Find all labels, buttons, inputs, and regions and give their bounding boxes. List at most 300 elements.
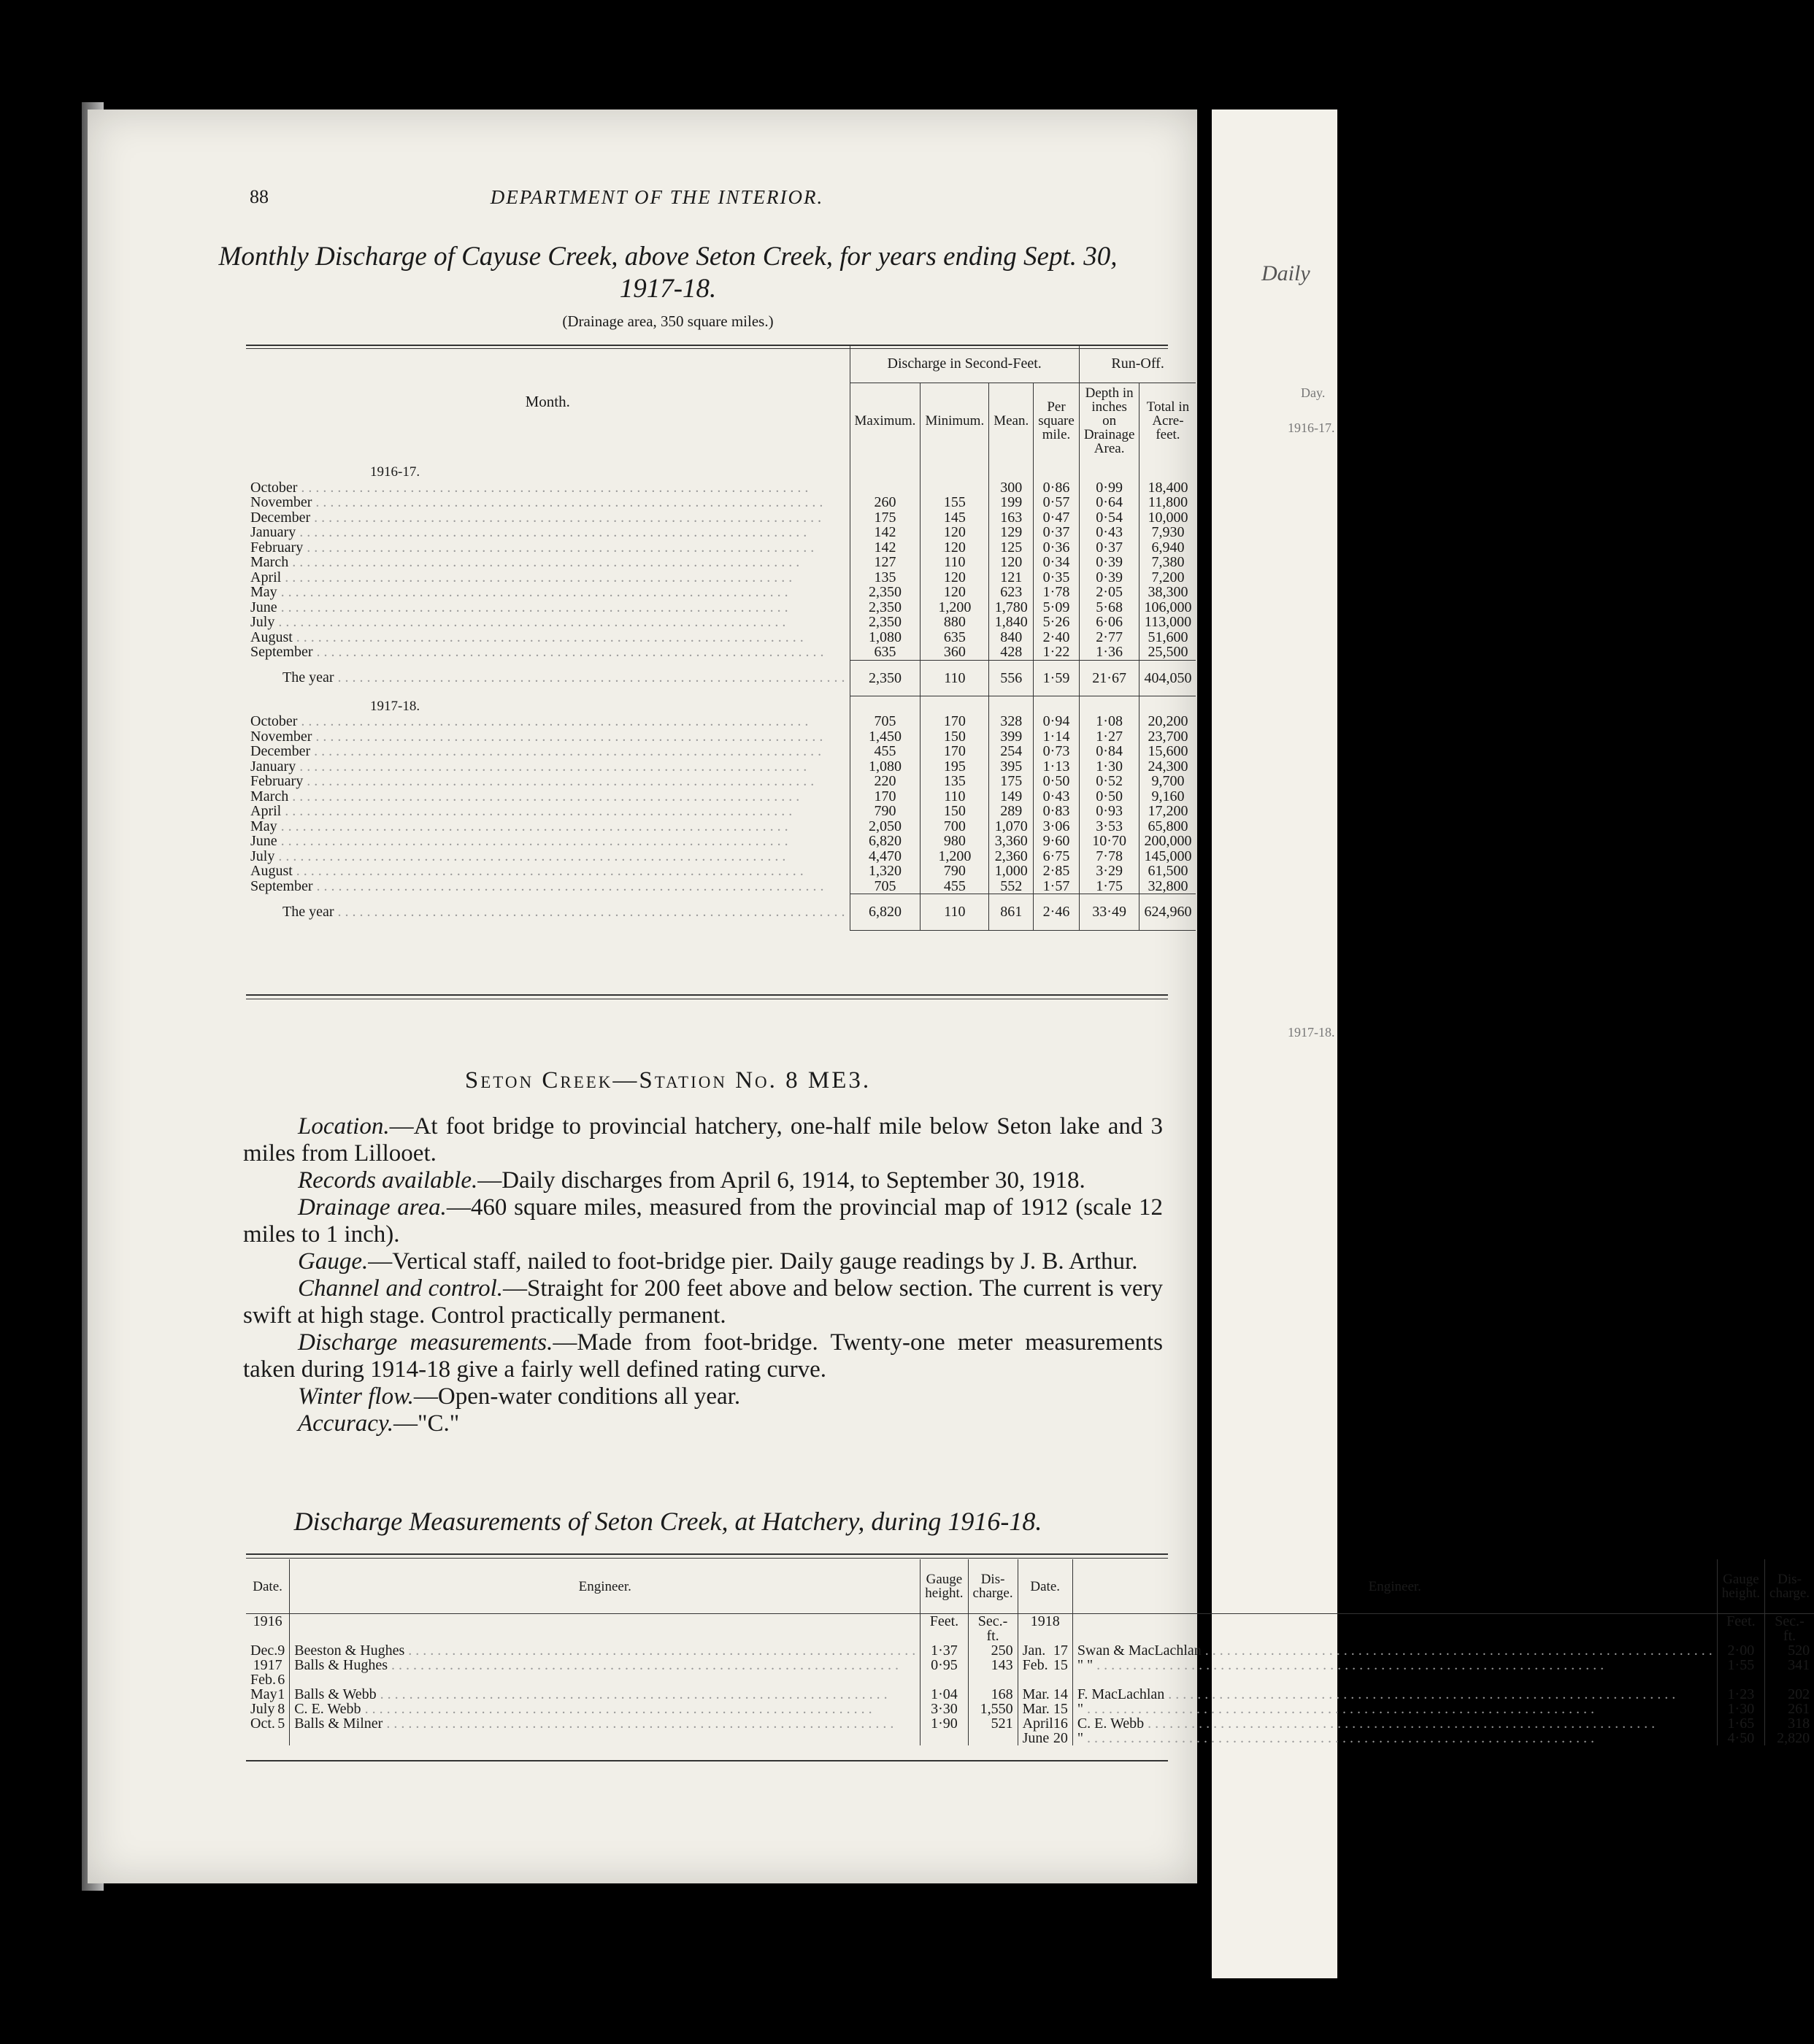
date-line [1023,1702,1068,1716]
table-row [246,819,1196,834]
cell-per-square-mile: 6·75 [1034,849,1080,864]
gauge-height-right: 1·30 [1717,1702,1764,1716]
table-row [246,630,1196,645]
cell-depth-inches: 0·39 [1079,555,1139,570]
cell-minimum: 880 [921,615,989,630]
cell-month: March . . . [246,555,850,570]
date-day: 17 [1053,1642,1068,1659]
date-day: 5 [277,1716,285,1732]
cell-mean: 300 [989,480,1034,496]
cell-month: December . . . [246,744,850,759]
empty-cell [1079,459,1139,480]
paragraph-text: —Open-water conditions all year. [413,1383,741,1410]
cell-month: January . . . [246,525,850,540]
date-cell [246,1716,290,1731]
date-day: 16 [1053,1716,1068,1732]
cell-per-square-mile: 2·85 [1034,864,1080,879]
cell-per-square-mile: 9·60 [1034,834,1080,849]
cell-mean: 289 [989,804,1034,819]
cell-mean: 1,780 [989,600,1034,615]
paragraph-text: —Straight for 200 feet above and below section. The current is very swift at high stage. Control practically permanent. [243,1275,1163,1329]
cell-maximum: 135 [850,570,921,585]
cell-mean: 149 [989,789,1034,804]
cell-per-square-mile: 0·73 [1034,744,1080,759]
unit-feet-right: Feet. [1717,1614,1764,1644]
units-row [246,1614,1814,1644]
date-cell-right [1018,1731,1072,1745]
cell-month: January . . . [246,759,850,775]
paragraph-text: —460 square miles, measured from the provincial map of 1912 (scale 12 miles to 1 inch). [243,1194,1163,1248]
discharge-measurements-table [246,1559,1814,1745]
year-label: 1917 [253,1657,283,1673]
cell-maximum: 170 [850,789,921,804]
cell-total-acre-feet: 17,200 [1139,804,1196,819]
date-day: 9 [277,1642,285,1659]
cell-month: February . . . [246,540,850,556]
empty-cell [850,459,921,480]
paragraph-text: —"C." [393,1410,460,1437]
cell-month: August . . . [246,630,850,645]
empty-cell [1079,696,1139,715]
empty-cell [989,696,1034,715]
total-maximum: 6,820 [850,894,921,931]
empty-cell [921,696,989,715]
engineer: C. E. Webb . . . [290,1702,921,1716]
cell-total-acre-feet: 32,800 [1139,879,1196,894]
cell-total-acre-feet: 7,380 [1139,555,1196,570]
header-maximum: Maximum. [850,383,921,459]
table-row [246,570,1196,585]
engineer-right: F. MacLachlan . . . [1072,1687,1717,1702]
cell-total-acre-feet: 18,400 [1139,480,1196,496]
cell-mean: 1,070 [989,819,1034,834]
cell-maximum: 2,350 [850,615,921,630]
cell-depth-inches: 0·84 [1079,744,1139,759]
cell-maximum: 4,470 [850,849,921,864]
cell-minimum: 170 [921,714,989,729]
paragraph [243,1167,1163,1194]
paragraph-label: Records available. [298,1167,478,1194]
header-per-square-mile [1034,383,1080,459]
measurements-title: Discharge Measurements of Seton Creek, at Hatchery, during 1916-18. [293,1507,1042,1536]
cell-maximum: 2,050 [850,819,921,834]
cell-per-square-mile: 1·78 [1034,585,1080,600]
cell-maximum: 260 [850,495,921,510]
cell-month: June . . . [246,600,850,615]
cell-minimum: 120 [921,585,989,600]
meas-header-engineer-right: Engineer. [1072,1559,1717,1614]
adjacent-page-title: Daily [1261,261,1310,285]
table-row [246,729,1196,745]
gauge-height-right: 4·50 [1717,1731,1764,1745]
station-description [243,1113,1163,1437]
cell-minimum: 145 [921,510,989,526]
cell-mean: 623 [989,585,1034,600]
cell-depth-inches: 1·08 [1079,714,1139,729]
total-minimum: 110 [921,660,989,696]
cell-maximum: 790 [850,804,921,819]
discharge-right: 261 [1765,1702,1814,1716]
table-row [246,744,1196,759]
table-title-line2: 1917-18. [619,274,717,304]
gauge-height: 3·30 [921,1702,968,1716]
cell-maximum: 455 [850,744,921,759]
discharge-right: 520 [1765,1643,1814,1658]
header-discharge-group: Discharge in Second-Feet. [850,345,1079,383]
cell-total-acre-feet: 7,200 [1139,570,1196,585]
paragraph-text: —Vertical staff, nailed to foot-bridge pier. Daily gauge readings by J. B. Arthur. [368,1248,1138,1275]
table-row [246,540,1196,556]
total-month: The year . . . [246,894,850,931]
gauge-height-right: 2·00 [1717,1643,1764,1658]
unit-sec-ft: Sec.-ft. [968,1614,1018,1644]
cell-total-acre-feet: 145,000 [1139,849,1196,864]
date-month: Oct. [250,1716,275,1732]
engineer: Balls & Milner . . . [290,1716,921,1731]
engineer-right: Swan & MacLachlan . . . [1072,1643,1717,1658]
date-day: 14 [1053,1686,1068,1702]
date-day: 20 [1053,1730,1068,1746]
cell-per-square-mile: 1·14 [1034,729,1080,745]
cell-mean: 840 [989,630,1034,645]
cell-mean: 175 [989,774,1034,789]
date-line [1023,1643,1068,1658]
cell-depth-inches: 0·64 [1079,495,1139,510]
cell-month: December . . . [246,510,850,526]
paragraph [243,1275,1163,1329]
year-label: 1917-18. [370,698,420,714]
running-header [161,186,1153,215]
date-line [250,1672,285,1687]
cell-depth-inches: 1·75 [1079,879,1139,894]
table-row [246,600,1196,615]
year-label: 1916-17. [370,464,420,480]
total-depth-inches: 21·67 [1079,660,1139,696]
cell-depth-inches: 0·99 [1079,480,1139,496]
cell-minimum: 150 [921,729,989,745]
cell-month: July . . . [246,849,850,864]
date-line [250,1687,285,1702]
cell-depth-inches: 7·78 [1079,849,1139,864]
cell-per-square-mile: 2·40 [1034,630,1080,645]
paragraph [243,1410,1163,1437]
header-total-line1: Total in [1146,399,1190,415]
date-month: Dec. [250,1642,278,1659]
cell-total-acre-feet: 11,800 [1139,495,1196,510]
cell-total-acre-feet: 200,000 [1139,834,1196,849]
cell-mean: 328 [989,714,1034,729]
cell-total-acre-feet: 24,300 [1139,759,1196,775]
cell-mean: 199 [989,495,1034,510]
date-day: 15 [1053,1657,1068,1673]
cell-per-square-mile: 0·83 [1034,804,1080,819]
adjacent-day-header: Day. [1301,385,1326,400]
adjacent-year-2: 1917-18. [1288,1025,1335,1040]
cell-minimum: 135 [921,774,989,789]
cell-minimum: 360 [921,645,989,660]
total-total-acre-feet: 404,050 [1139,660,1196,696]
year-label-row [246,459,1196,480]
discharge: 1,550 [968,1702,1018,1716]
year-1916: 1916 [253,1613,283,1629]
table-row [246,834,1196,849]
cell-depth-inches: 0·52 [1079,774,1139,789]
meas-top-rule [246,1553,1168,1555]
cell-month: February . . . [246,774,850,789]
year-total-row [246,894,1196,931]
cell-total-acre-feet: 23,700 [1139,729,1196,745]
meas-header-dis-l2: charge. [972,1586,1013,1601]
cell-depth-inches: 5·68 [1079,600,1139,615]
total-depth-inches: 33·49 [1079,894,1139,931]
date-cell [246,1658,290,1687]
cell-minimum: 980 [921,834,989,849]
paragraph [243,1383,1163,1410]
meas-header-gauge [921,1559,968,1614]
year-label-row [246,696,1196,715]
meas-header-gauge-r-l2: height. [1721,1586,1761,1601]
cell-month: April . . . [246,570,850,585]
total-per-square-mile: 1·59 [1034,660,1080,696]
table-row [246,525,1196,540]
cell-total-acre-feet: 113,000 [1139,615,1196,630]
meas-header-date-right: Date. [1018,1559,1072,1614]
cell-minimum: 455 [921,879,989,894]
cell-depth-inches: 2·05 [1079,585,1139,600]
date-month: May [250,1686,277,1702]
total-mean: 861 [989,894,1034,931]
cell-mean: 121 [989,570,1034,585]
date-day: 15 [1053,1701,1068,1717]
meas-header-dis-r-l1: Dis- [1778,1572,1802,1587]
table-row [246,645,1196,660]
cell-per-square-mile: 5·26 [1034,615,1080,630]
unit-feet: Feet. [921,1614,968,1644]
meas-header-gauge-l2: height. [925,1586,964,1601]
empty-cell [1139,696,1196,715]
paragraph-text: —At foot bridge to provincial hatchery, one-half mile below Seton lake and 3 miles from Lillooet. [243,1113,1163,1167]
cell-maximum: 1,450 [850,729,921,745]
header-month: Month. [525,393,570,411]
paragraph-label: Location. [298,1113,390,1140]
total-maximum: 2,350 [850,660,921,696]
empty-cell [850,696,921,715]
discharge-right: 2,820 [1765,1731,1814,1745]
cell-month: November . . . [246,729,850,745]
cell-minimum: 155 [921,495,989,510]
cell-minimum [921,480,989,496]
cell-month: November . . . [246,495,850,510]
station-heading-text: Seton Creek—Station No. 8 ME3. [464,1067,872,1094]
date-line [1023,1687,1068,1702]
meas-header-gauge-right [1717,1559,1764,1614]
unit-sec-ft-right: Sec.-ft. [1765,1614,1814,1644]
total-minimum: 110 [921,894,989,931]
table-title [161,241,1175,305]
paragraph [243,1329,1163,1383]
cell-total-acre-feet: 15,600 [1139,744,1196,759]
cell-mean: 3,360 [989,834,1034,849]
cell-per-square-mile: 1·13 [1034,759,1080,775]
cell-maximum: 142 [850,525,921,540]
table-row [246,615,1196,630]
total-total-acre-feet: 624,960 [1139,894,1196,931]
paragraph [243,1113,1163,1167]
cell-month: August . . . [246,864,850,879]
cell-depth-inches: 2·77 [1079,630,1139,645]
date-cell-right [1018,1643,1072,1658]
year-total-row [246,660,1196,696]
meas-header-dis-l1: Dis- [980,1572,1005,1587]
paragraph-label: Drainage area. [298,1194,447,1221]
cell-month: March . . . [246,789,850,804]
meas-bottom-rule [246,1760,1168,1761]
cell-minimum: 700 [921,819,989,834]
date-month: June [1022,1730,1050,1746]
cell-mean: 129 [989,525,1034,540]
cell-mean: 120 [989,555,1034,570]
cell-per-square-mile: 1·57 [1034,879,1080,894]
engineer: Beeston & Hughes . . . [290,1643,921,1658]
table-row [246,849,1196,864]
empty-cell [290,1614,921,1644]
cell-depth-inches: 3·29 [1079,864,1139,879]
discharge: 250 [968,1643,1018,1658]
date-cell-right [1018,1658,1072,1687]
cell-mean: 428 [989,645,1034,660]
cell-month: October . . . [246,480,850,496]
cell-per-square-mile: 0·50 [1034,774,1080,789]
table-row [246,585,1196,600]
meas-header-date: Date. [246,1559,290,1614]
discharge: 168 [968,1687,1018,1702]
cell-maximum: 6,820 [850,834,921,849]
cell-month: October . . . [246,714,850,729]
date-line [250,1716,285,1731]
header-total-line2: Acre-feet. [1152,413,1184,443]
engineer-right: C. E. Webb . . . [1072,1716,1717,1731]
date-month: July [250,1701,275,1717]
date-month: Mar. [1022,1686,1050,1702]
table-row [246,804,1196,819]
engineer-right: " " . . . [1072,1658,1717,1687]
engineer: Balls & Webb . . . [290,1687,921,1702]
cell-minimum: 1,200 [921,600,989,615]
meas-top-rule-thin [246,1558,1168,1559]
cell-per-square-mile: 0·35 [1034,570,1080,585]
paragraph-text: —Made from foot-bridge. Twenty-one meter measurements taken during 1914-18 give a fairly well defined rating curve. [243,1329,1163,1383]
table-row [246,774,1196,789]
cell-mean: 552 [989,879,1034,894]
empty-cell [290,1731,921,1745]
date-month: Feb. [250,1672,276,1688]
date-month: Feb. [1022,1657,1048,1673]
table-row [246,714,1196,729]
cell-maximum: 2,350 [850,585,921,600]
paragraph-text: —Daily discharges from April 6, 1914, to September 30, 1918. [477,1167,1085,1194]
empty-cell [921,459,989,480]
total-mean: 556 [989,660,1034,696]
discharge-right: 341 [1765,1658,1814,1687]
cell-mean: 395 [989,759,1034,775]
header-per-square-mile-line1: Per square [1038,399,1075,429]
table-row [246,1643,1814,1658]
cell-maximum: 1,320 [850,864,921,879]
cell-maximum: 220 [850,774,921,789]
empty-cell [968,1731,1018,1745]
cell-mean: 2,360 [989,849,1034,864]
cell-per-square-mile: 0·37 [1034,525,1080,540]
cell-depth-inches: 1·36 [1079,645,1139,660]
cell-maximum: 2,350 [850,600,921,615]
table-row [246,1731,1814,1745]
cell-month: September . . . [246,645,850,660]
paragraph [243,1194,1163,1248]
header-minimum: Minimum. [921,383,989,459]
date-cell-right [1018,1716,1072,1731]
date-month: Mar. [1022,1701,1050,1717]
table-row [246,495,1196,510]
cell-maximum [850,480,921,496]
header-depth-line4: Area. [1094,441,1125,457]
cell-depth-inches: 0·37 [1079,540,1139,556]
meas-header-engineer: Engineer. [290,1559,921,1614]
table-row [246,480,1196,496]
cell-per-square-mile: 0·86 [1034,480,1080,496]
gauge-height-right: 1·55 [1717,1658,1764,1687]
paragraph-label: Discharge measurements. [298,1329,553,1356]
cell-mean: 1,840 [989,615,1034,630]
cell-mean: 254 [989,744,1034,759]
table-bottom-rule [246,994,1168,996]
table-row [246,1716,1814,1731]
date-day: 1 [277,1686,285,1702]
cell-minimum: 150 [921,804,989,819]
cell-minimum: 170 [921,744,989,759]
date-cell-right [1018,1687,1072,1702]
cell-total-acre-feet: 9,700 [1139,774,1196,789]
cell-depth-inches: 1·30 [1079,759,1139,775]
cell-maximum: 142 [850,540,921,556]
monthly-discharge-table [246,345,1196,931]
gauge-height-right: 1·65 [1717,1716,1764,1731]
meas-header-discharge-right [1765,1559,1814,1614]
cell-depth-inches: 0·50 [1079,789,1139,804]
running-head: DEPARTMENT OF THE INTERIOR. [490,186,824,208]
empty-cell [1139,459,1196,480]
date-day: 8 [277,1701,285,1717]
date-cell [246,1702,290,1716]
gauge-height-right: 1·23 [1717,1687,1764,1702]
cell-minimum: 120 [921,525,989,540]
gauge-height: 0·95 [921,1658,968,1687]
cell-minimum: 120 [921,570,989,585]
paragraph-label: Accuracy. [298,1410,394,1437]
engineer: Balls & Hughes . . . [290,1658,921,1687]
cell-maximum: 127 [850,555,921,570]
total-per-square-mile: 2·46 [1034,894,1080,931]
gauge-height: 1·37 [921,1643,968,1658]
cell-per-square-mile: 0·94 [1034,714,1080,729]
paragraph [243,1248,1163,1275]
cell-total-acre-feet: 25,500 [1139,645,1196,660]
cell-per-square-mile: 5·09 [1034,600,1080,615]
total-month: The year . . . [246,660,850,696]
meas-header-discharge [968,1559,1018,1614]
table-row [246,510,1196,526]
cell-minimum: 110 [921,789,989,804]
paragraph-label: Gauge. [298,1248,369,1275]
